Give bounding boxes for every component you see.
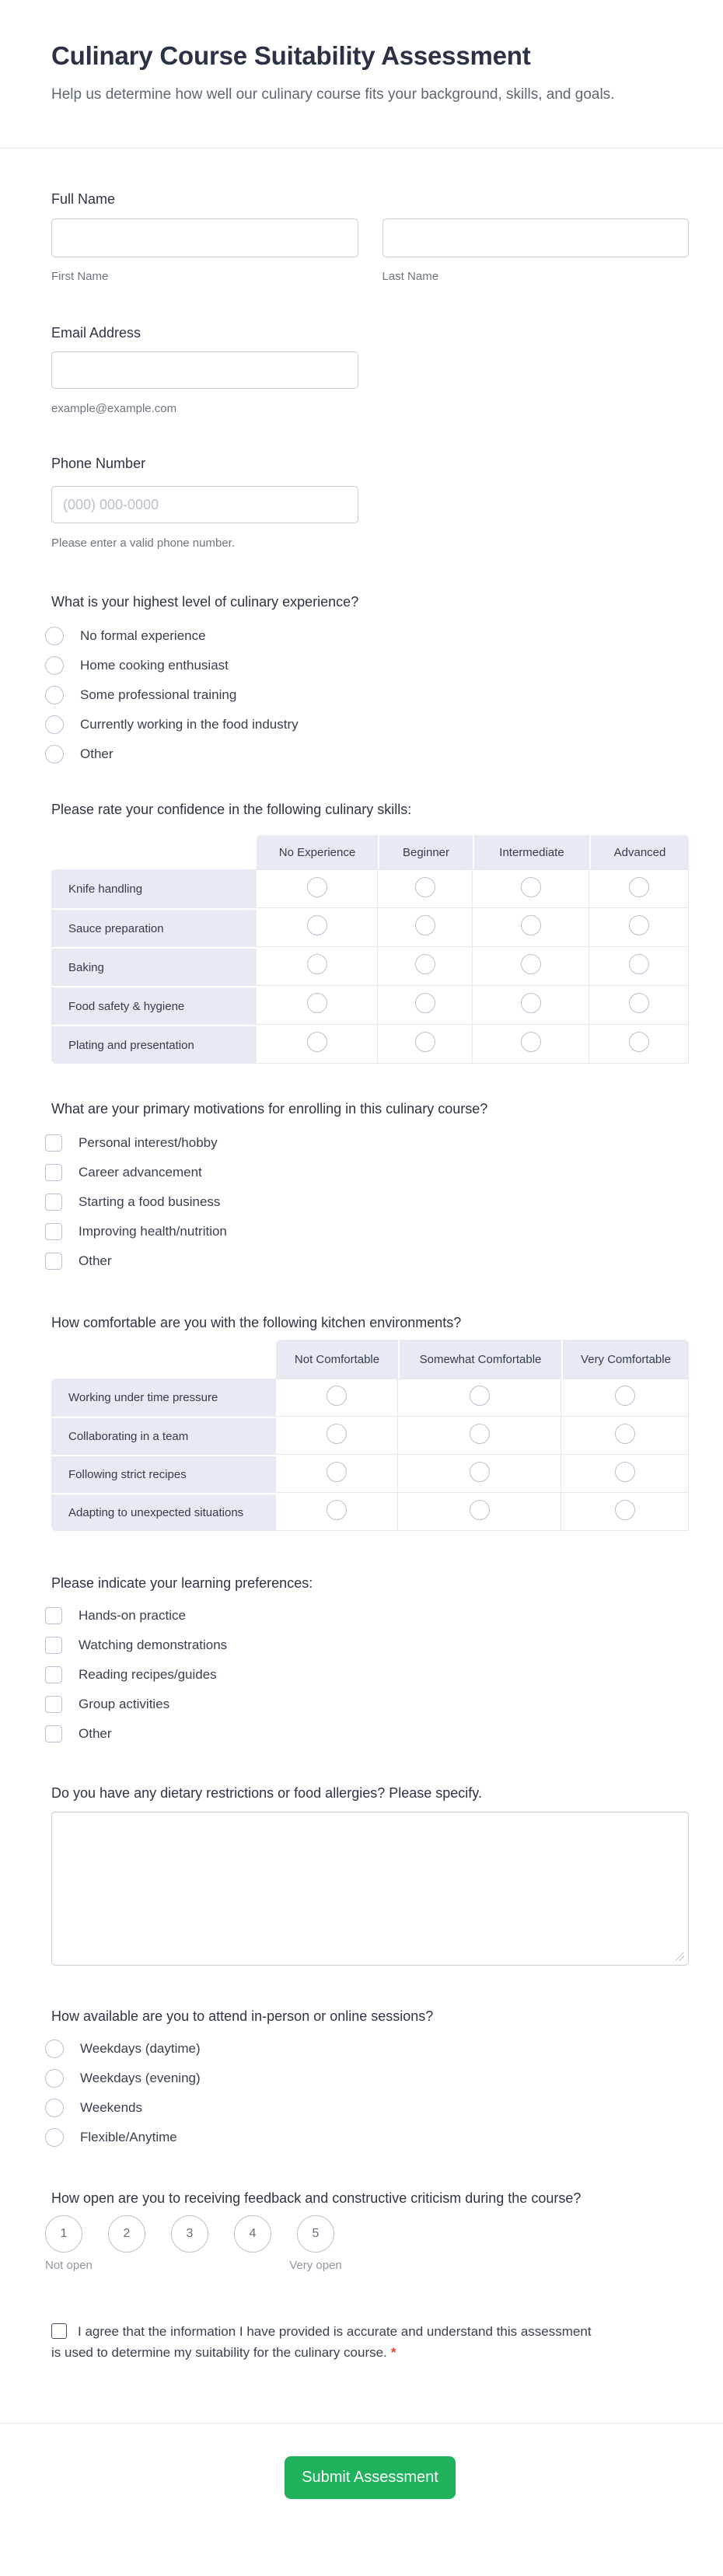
matrix-corner-cell (51, 1340, 276, 1379)
radio-icon[interactable] (615, 1386, 635, 1406)
checkbox-option-label: Watching demonstrations (79, 1638, 228, 1652)
matrix-radio-cell[interactable] (589, 986, 689, 1025)
dietary-question: Do you have any dietary restrictions or food allergies? Please specify. (51, 1785, 482, 1801)
radio-icon[interactable] (45, 2099, 64, 2117)
full-name-fields (51, 218, 689, 284)
radio-icon[interactable] (45, 656, 64, 675)
radio-icon[interactable] (415, 915, 435, 935)
radio-icon[interactable] (307, 877, 327, 897)
checkbox-option-label: Other (79, 1726, 112, 1741)
matrix-col-header: Somewhat Comfortable (398, 1340, 561, 1379)
feedback-scale (45, 2215, 689, 2253)
scale-option-2[interactable]: 2 (108, 2215, 145, 2253)
radio-icon[interactable] (45, 2039, 64, 2058)
matrix-row-label: Adapting to unexpected situations (51, 1493, 276, 1531)
radio-option-label: Some professional training (80, 687, 237, 702)
matrix-row-label: Plating and presentation (51, 1025, 257, 1064)
matrix-radio-cell[interactable] (589, 1025, 689, 1064)
radio-icon[interactable] (521, 1032, 541, 1052)
checkbox-option-label: Improving health/nutrition (79, 1224, 227, 1239)
environments-matrix-table (51, 1340, 689, 1531)
radio-icon[interactable] (45, 686, 64, 704)
checkbox-option-label: Career advancement (79, 1165, 202, 1180)
section-divider-bottom (0, 2423, 723, 2424)
checkbox-option-motivation-4[interactable] (45, 1246, 689, 1276)
radio-icon[interactable] (615, 1500, 635, 1520)
matrix-col-header: No Experience (257, 835, 378, 869)
radio-option-label: Weekdays (daytime) (80, 2041, 201, 2056)
matrix-row-label: Collaborating in a team (51, 1417, 276, 1455)
matrix-radio-cell[interactable] (589, 908, 689, 947)
radio-icon[interactable] (470, 1500, 490, 1520)
checkbox-icon[interactable] (45, 1637, 62, 1654)
matrix-radio-cell[interactable] (257, 947, 378, 986)
checkbox-option-label: Reading recipes/guides (79, 1667, 217, 1682)
required-asterisk: * (390, 2345, 396, 2360)
matrix-radio-cell[interactable] (276, 1379, 398, 1417)
radio-icon[interactable] (327, 1424, 347, 1444)
matrix-row-label: Following strict recipes (51, 1455, 276, 1493)
matrix-radio-cell[interactable] (561, 1493, 689, 1531)
last-name-sublabel: Last Name (382, 270, 439, 283)
checkbox-option-motivation-2[interactable] (45, 1187, 689, 1217)
checkbox-option-learning-2[interactable] (45, 1660, 689, 1690)
checkbox-option-learning-3[interactable] (45, 1690, 689, 1719)
phone-sublabel: Please enter a valid phone number. (51, 537, 235, 550)
radio-icon[interactable] (615, 1462, 635, 1482)
matrix-radio-cell[interactable] (378, 1025, 473, 1064)
experience-question: What is your highest level of culinary experience? (51, 594, 359, 610)
radio-icon[interactable] (45, 2069, 64, 2088)
form-title: Culinary Course Suitability Assessment (51, 41, 531, 70)
matrix-radio-cell[interactable] (257, 908, 378, 947)
matrix-radio-cell[interactable] (257, 1025, 378, 1064)
checkbox-icon[interactable] (45, 1194, 62, 1211)
matrix-radio-cell[interactable] (473, 986, 589, 1025)
radio-icon[interactable] (415, 954, 435, 974)
radio-icon[interactable] (45, 715, 64, 734)
feedback-scale-question: How open are you to receiving feedback and constructive criticism during the course? (51, 2190, 582, 2206)
radio-option-label: Other (80, 746, 114, 761)
radio-icon[interactable] (629, 993, 649, 1013)
checkbox-option-label: Personal interest/hobby (79, 1135, 218, 1150)
matrix-radio-cell[interactable] (378, 947, 473, 986)
radio-option-label: No formal experience (80, 628, 206, 643)
radio-icon[interactable] (45, 2128, 64, 2147)
email-sublabel: example@example.com (51, 402, 177, 415)
matrix-col-header: Not Comfortable (276, 1340, 398, 1379)
form-subtitle: Help us determine how well our culinary course fits your background, skills, and goals. (51, 86, 615, 103)
agreement-text: I agree that the information I have provided is accurate and understand this assessment is used to determine my suitability for the culinary course. (51, 2324, 592, 2360)
radio-icon[interactable] (470, 1386, 490, 1406)
radio-option-experience-3[interactable] (45, 710, 689, 739)
matrix-radio-cell[interactable] (398, 1493, 561, 1531)
matrix-radio-cell[interactable] (473, 869, 589, 908)
matrix-col-header: Advanced (589, 835, 689, 869)
matrix-radio-cell[interactable] (473, 947, 589, 986)
checkbox-icon[interactable] (45, 1223, 62, 1240)
radio-icon[interactable] (327, 1500, 347, 1520)
checkbox-option-learning-1[interactable] (45, 1631, 689, 1660)
checkbox-option-label: Other (79, 1253, 112, 1268)
radio-icon[interactable] (415, 993, 435, 1013)
matrix-col-header: Very Comfortable (561, 1340, 689, 1379)
radio-icon[interactable] (629, 877, 649, 897)
scale-option-5[interactable]: 5 (297, 2215, 334, 2253)
last-name-input[interactable] (382, 218, 690, 257)
matrix-col-header: Intermediate (473, 835, 589, 869)
checkbox-option-motivation-0[interactable] (45, 1128, 689, 1158)
radio-option-experience-0[interactable] (45, 621, 689, 651)
matrix-radio-cell[interactable] (276, 1493, 398, 1531)
scale-option-4[interactable]: 4 (234, 2215, 271, 2253)
scale-min-label: Not open (45, 2259, 93, 2272)
radio-icon[interactable] (521, 877, 541, 897)
matrix-radio-cell[interactable] (378, 908, 473, 947)
radio-option-availability-2[interactable] (45, 2093, 689, 2123)
matrix-corner-cell (51, 835, 257, 869)
radio-icon[interactable] (327, 1462, 347, 1482)
radio-icon[interactable] (470, 1462, 490, 1482)
scale-max-label: Very open (289, 2259, 342, 2272)
radio-option-availability-0[interactable] (45, 2034, 689, 2064)
radio-icon[interactable] (307, 954, 327, 974)
matrix-col-header: Beginner (378, 835, 473, 869)
radio-icon[interactable] (307, 915, 327, 935)
matrix-radio-cell[interactable] (276, 1417, 398, 1455)
checkbox-option-learning-4[interactable] (45, 1719, 689, 1749)
radio-icon[interactable] (629, 1032, 649, 1052)
scale-labels (45, 2259, 342, 2273)
scale-option-1[interactable]: 1 (45, 2215, 82, 2253)
environments-matrix-question: How comfortable are you with the following kitchen environments? (51, 1315, 462, 1330)
availability-options (45, 2034, 689, 2152)
checkbox-icon[interactable] (45, 1164, 62, 1181)
matrix-radio-cell[interactable] (561, 1379, 689, 1417)
matrix-radio-cell[interactable] (398, 1379, 561, 1417)
checkbox-option-motivation-1[interactable] (45, 1158, 689, 1187)
phone-input[interactable] (51, 486, 358, 523)
email-label: Email Address (51, 325, 141, 341)
matrix-row-label: Working under time pressure (51, 1379, 276, 1417)
matrix-row-label: Food safety & hygiene (51, 986, 257, 1025)
checkbox-option-label: Hands-on practice (79, 1608, 186, 1623)
matrix-radio-cell[interactable] (378, 869, 473, 908)
checkbox-option-label: Group activities (79, 1697, 170, 1711)
matrix-radio-cell[interactable] (473, 1025, 589, 1064)
radio-icon[interactable] (629, 915, 649, 935)
checkbox-option-label: Starting a food business (79, 1194, 221, 1209)
matrix-radio-cell[interactable] (398, 1417, 561, 1455)
radio-icon[interactable] (307, 993, 327, 1013)
checkbox-icon[interactable] (45, 1253, 62, 1270)
radio-icon[interactable] (615, 1424, 635, 1444)
matrix-radio-cell[interactable] (276, 1455, 398, 1493)
motivations-question: What are your primary motivations for enrolling in this culinary course? (51, 1101, 488, 1117)
radio-icon[interactable] (327, 1386, 347, 1406)
radio-icon[interactable] (521, 993, 541, 1013)
matrix-radio-cell[interactable] (561, 1455, 689, 1493)
skills-matrix-table (51, 835, 689, 1064)
matrix-row-label: Knife handling (51, 869, 257, 908)
submit-button[interactable]: Submit Assessment (285, 2456, 456, 2499)
radio-icon[interactable] (521, 954, 541, 974)
checkbox-icon[interactable] (45, 1607, 62, 1624)
availability-question: How available are you to attend in-person or online sessions? (51, 2008, 434, 2024)
radio-icon[interactable] (521, 915, 541, 935)
checkbox-option-motivation-3[interactable] (45, 1217, 689, 1246)
email-input[interactable] (51, 351, 358, 389)
radio-option-experience-2[interactable] (45, 680, 689, 710)
radio-icon[interactable] (45, 627, 64, 645)
radio-option-label: Weekends (80, 2100, 143, 2115)
matrix-radio-cell[interactable] (589, 947, 689, 986)
checkbox-icon[interactable] (45, 1666, 62, 1683)
full-name-label: Full Name (51, 191, 116, 207)
matrix-radio-cell[interactable] (589, 869, 689, 908)
radio-icon[interactable] (415, 877, 435, 897)
dietary-textarea[interactable] (51, 1812, 689, 1966)
phone-label: Phone Number (51, 456, 146, 471)
radio-option-availability-1[interactable] (45, 2064, 689, 2093)
agreement-row[interactable] (51, 2321, 602, 2363)
resize-handle-icon[interactable] (676, 1952, 684, 1961)
radio-option-label: Flexible/Anytime (80, 2130, 177, 2144)
experience-options (45, 621, 689, 769)
radio-icon[interactable] (307, 1032, 327, 1052)
agree-checkbox[interactable] (51, 2323, 67, 2339)
matrix-radio-cell[interactable] (257, 869, 378, 908)
radio-option-label: Currently working in the food industry (80, 717, 299, 732)
motivations-options (45, 1128, 689, 1276)
matrix-row-label: Baking (51, 947, 257, 986)
matrix-row-label: Sauce preparation (51, 908, 257, 947)
radio-option-label: Home cooking enthusiast (80, 658, 229, 673)
checkbox-icon[interactable] (45, 1696, 62, 1713)
section-divider-top (0, 148, 723, 149)
scale-option-3[interactable]: 3 (171, 2215, 208, 2253)
matrix-radio-cell[interactable] (398, 1455, 561, 1493)
checkbox-option-learning-0[interactable] (45, 1601, 689, 1631)
first-name-sublabel: First Name (51, 270, 109, 283)
checkbox-icon[interactable] (45, 1134, 62, 1152)
radio-option-experience-1[interactable] (45, 651, 689, 680)
matrix-radio-cell[interactable] (473, 908, 589, 947)
radio-icon[interactable] (415, 1032, 435, 1052)
radio-icon[interactable] (470, 1424, 490, 1444)
skills-matrix-question: Please rate your confidence in the following culinary skills: (51, 802, 412, 817)
matrix-radio-cell[interactable] (378, 986, 473, 1025)
first-name-input[interactable] (51, 218, 358, 257)
radio-option-experience-4[interactable] (45, 739, 689, 769)
radio-icon[interactable] (45, 745, 64, 764)
radio-icon[interactable] (629, 954, 649, 974)
checkbox-icon[interactable] (45, 1725, 62, 1742)
submit-row (51, 2456, 689, 2499)
matrix-radio-cell[interactable] (257, 986, 378, 1025)
radio-option-label: Weekdays (evening) (80, 2071, 201, 2085)
learning-prefs-question: Please indicate your learning preferences: (51, 1575, 313, 1591)
radio-option-availability-3[interactable] (45, 2123, 689, 2152)
learning-prefs-options (45, 1601, 689, 1749)
matrix-radio-cell[interactable] (561, 1417, 689, 1455)
